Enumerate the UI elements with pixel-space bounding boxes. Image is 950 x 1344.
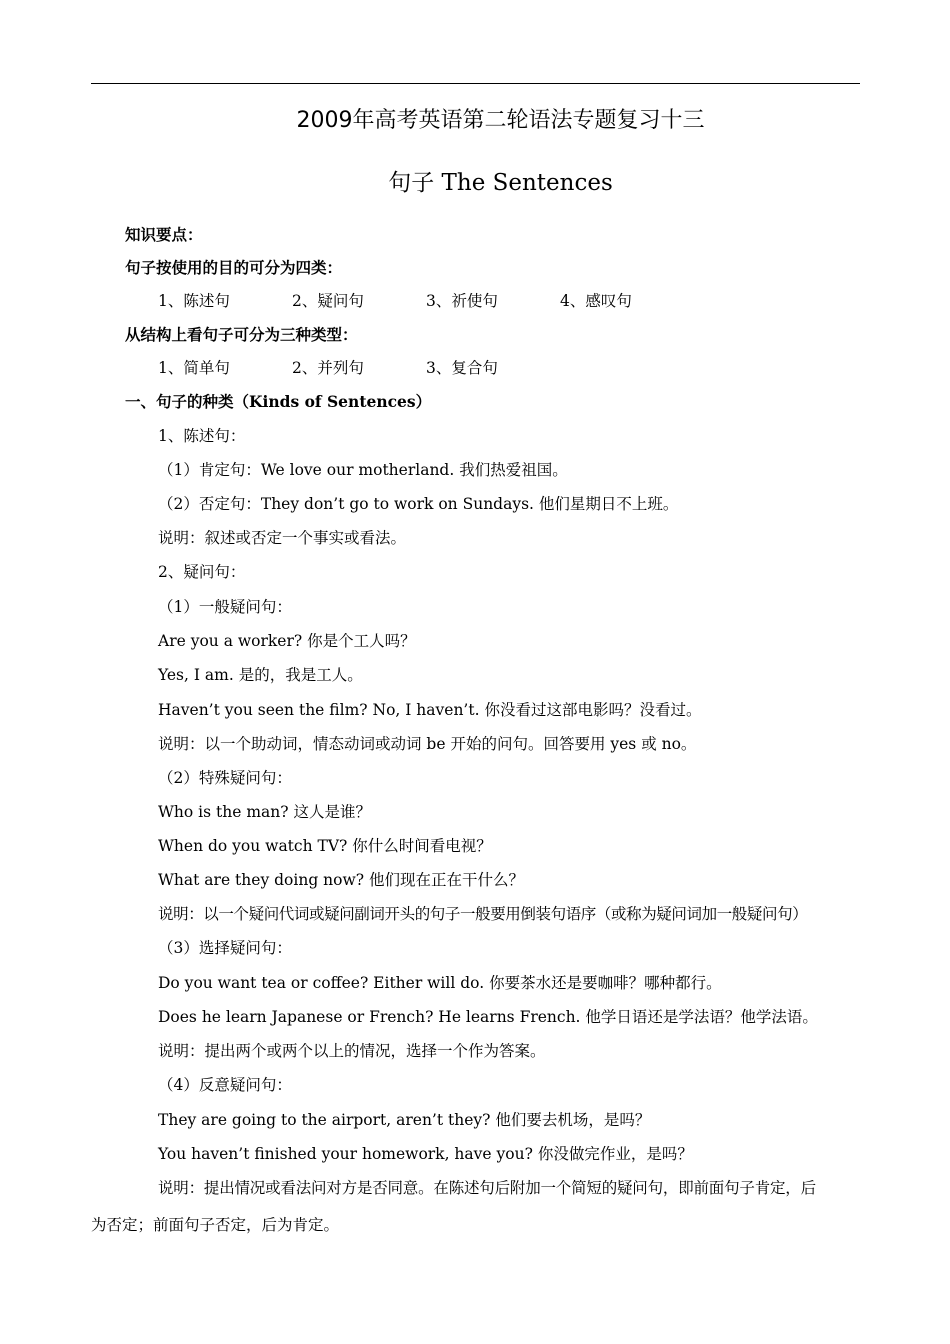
header-rule — [91, 83, 860, 84]
text-line: Are you a worker? 你是个工人吗？ — [158, 632, 416, 650]
structure-heading: 从结构上看句子可分为三种类型： — [125, 325, 358, 344]
structure-type: 2、并列句 — [292, 359, 364, 377]
text-line: （2）否定句：They don’t go to work on Sundays. 他们星期日不上班。 — [158, 495, 679, 513]
text-line: （1）肯定句：We love our motherland. 我们热爱祖国。 — [158, 461, 568, 479]
text-line: When do you watch TV? 你什么时间看电视？ — [158, 837, 492, 855]
page-title: 2009年高考英语第二轮语法专题复习十三 — [296, 108, 705, 133]
text-line: You haven’t finished your homework, have you? 你没做完作业，是吗？ — [158, 1145, 693, 1163]
purpose-type: 3、祈使句 — [426, 292, 498, 310]
text-line: What are they doing now? 他们现在正在干什么？ — [158, 871, 524, 889]
text-line: 1、陈述句： — [158, 427, 246, 445]
page-subtitle: 句子 The Sentences — [388, 170, 613, 196]
purpose-heading: 句子按使用的目的可分为四类： — [125, 258, 343, 277]
section-heading: 一、句子的种类（Kinds of Sentences） — [125, 392, 432, 411]
text-line: （4）反意疑问句： — [158, 1076, 292, 1094]
purpose-type: 2、疑问句 — [292, 292, 364, 310]
text-line: 说明：以一个疑问代词或疑问副词开头的句子一般要用倒装句语序（或称为疑问词加一般疑问句） — [158, 905, 808, 923]
text-line: Haven’t you seen the film? No, I haven’t. 你没看过这部电影吗？没看过。 — [158, 701, 702, 719]
text-line: 说明：以一个助动词，情态动词或动词 be 开始的问句。回答要用 yes 或 no。 — [158, 735, 697, 753]
text-line: 说明：提出情况或看法问对方是否同意。在陈述句后附加一个简短的疑问句，即前面句子肯定，后 — [158, 1179, 816, 1197]
text-line: （3）选择疑问句： — [158, 939, 292, 957]
knowledge-points-heading: 知识要点： — [125, 225, 203, 244]
text-line: 说明：叙述或否定一个事实或看法。 — [158, 529, 407, 547]
structure-type: 3、复合句 — [426, 359, 498, 377]
text-line: 说明：提出两个或两个以上的情况，选择一个作为答案。 — [158, 1042, 546, 1060]
purpose-type: 1、陈述句 — [158, 292, 230, 310]
text-line: （1）一般疑问句： — [158, 598, 292, 616]
purpose-types — [158, 290, 694, 312]
structure-types — [158, 357, 560, 379]
text-line: Yes, I am. 是的，我是工人。 — [158, 666, 363, 684]
text-line: （2）特殊疑问句： — [158, 769, 292, 787]
purpose-type: 4、感叹句 — [560, 292, 632, 310]
structure-type: 1、简单句 — [158, 359, 230, 377]
text-line: Who is the man? 这人是谁？ — [158, 803, 371, 821]
text-line: They are going to the airport, aren’t they? 他们要去机场，是吗？ — [158, 1111, 651, 1129]
text-line: 2、疑问句： — [158, 563, 246, 581]
text-line: 为否定；前面句子否定，后为肯定。 — [91, 1216, 340, 1234]
text-line: Do you want tea or coffee? Either will do. 你要茶水还是要咖啡？哪种都行。 — [158, 974, 722, 992]
text-line: Does he learn Japanese or French? He learns French. 他学日语还是学法语？他学法语。 — [158, 1008, 818, 1026]
